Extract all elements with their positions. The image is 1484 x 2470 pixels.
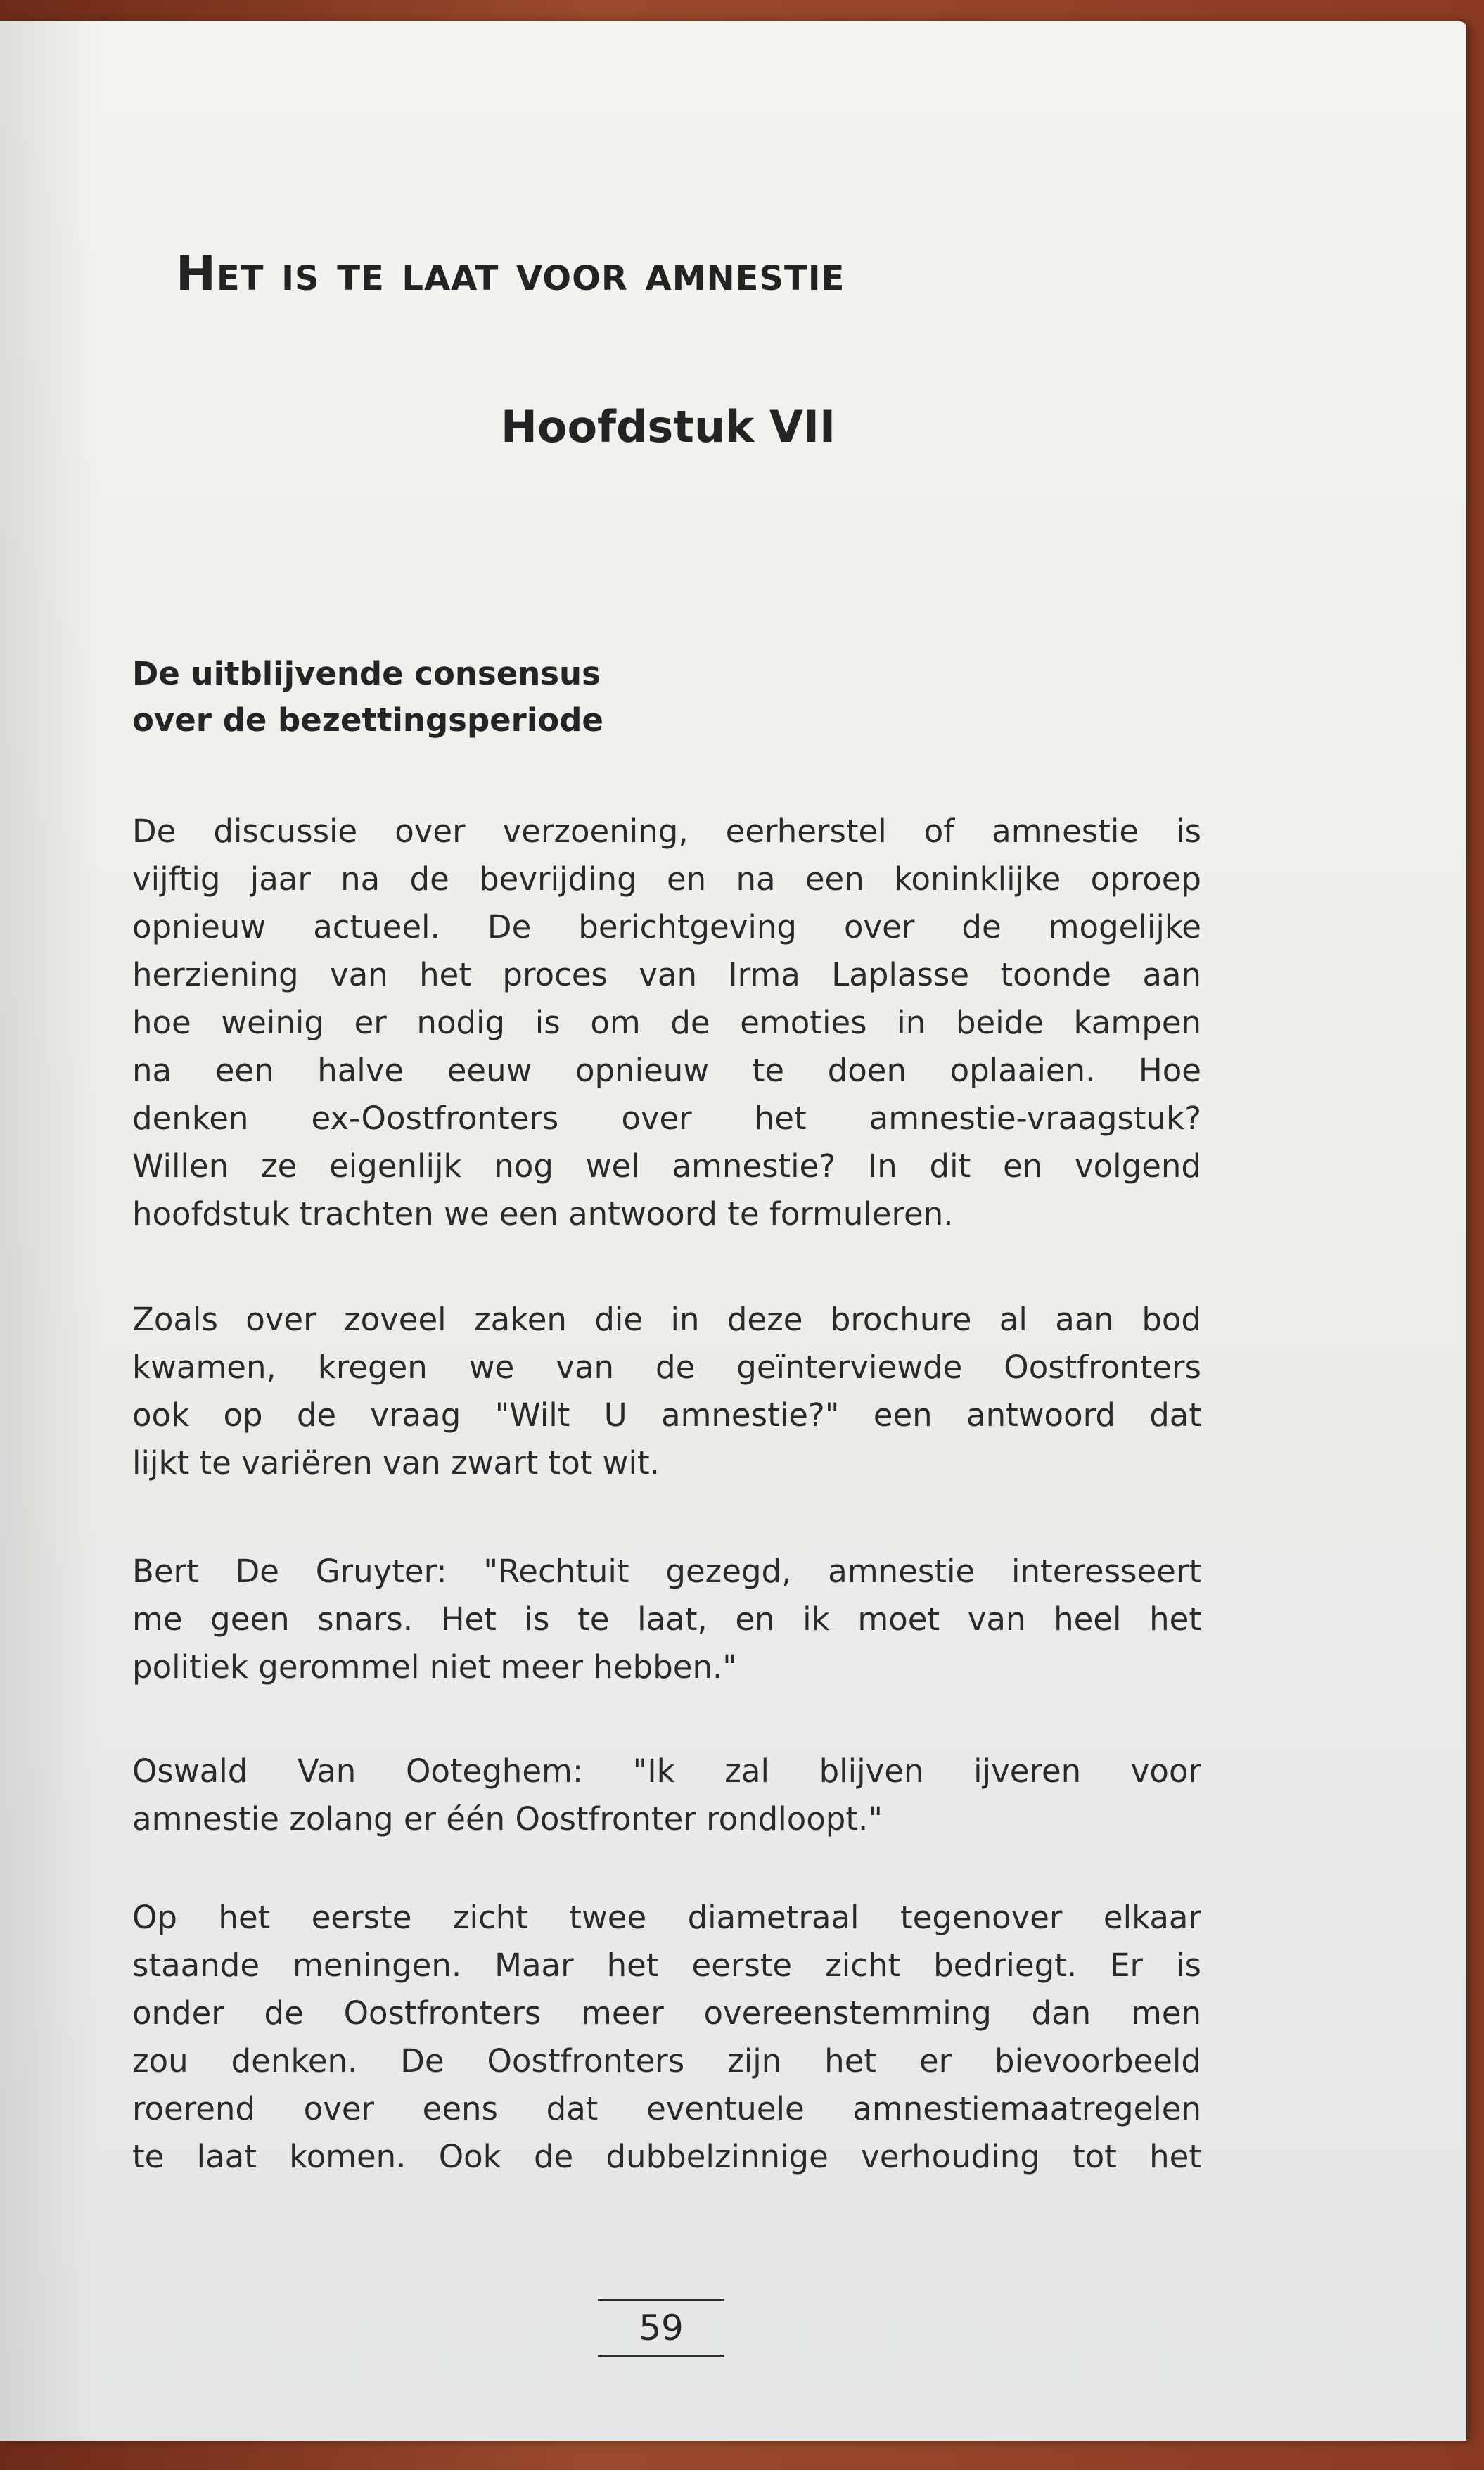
text-line: lijkt te variëren van zwart tot wit. — [132, 1444, 660, 1482]
text-line: na een halve eeuw opnieuw te doen oplaaien. Hoe — [132, 1052, 1201, 1089]
page-binding-shadow — [0, 21, 98, 2441]
text-line: me geen snars. Het is te laat, en ik moet van heel het — [132, 1600, 1201, 1638]
page-title: Het is te laat voor amnestie — [176, 246, 845, 302]
text-line: te laat komen. Ook de dubbelzinnige verhouding tot het — [132, 2138, 1201, 2175]
text-line: staande meningen. Maar het eerste zicht bedriegt. Er is — [132, 1947, 1201, 1984]
text-line: Op het eerste zicht twee diametraal tegenover elkaar — [132, 1899, 1201, 1936]
text-line: opnieuw actueel. De berichtgeving over de mogelijke — [132, 908, 1201, 946]
section-heading-line: De uitblijvende consensus — [132, 655, 601, 692]
text-line: onder de Oostfronters meer overeenstemming dan men — [132, 1994, 1201, 2032]
text-line: De discussie over verzoening, eerherstel of amnestie is — [132, 813, 1201, 850]
text-line: denken ex-Oostfronters over het amnestie-vraagstuk? — [132, 1100, 1201, 1137]
book-page — [0, 21, 1466, 2441]
chapter-heading: Hoofdstuk VII — [500, 401, 836, 452]
text-line: politiek gerommel niet meer hebben." — [132, 1648, 737, 1686]
paragraph-quote-de-gruyter — [132, 1548, 1201, 1691]
text-line: ook op de vraag "Wilt U amnestie?" een antwoord dat — [132, 1396, 1201, 1434]
page-number: 59 — [639, 2307, 684, 2348]
text-line: kwamen, kregen we van de geïnterviewde Oostfronters — [132, 1349, 1201, 1386]
page-number-rule-bottom — [598, 2355, 724, 2357]
text-line: Oswald Van Ooteghem: "Ik zal blijven ijveren voor — [132, 1752, 1201, 1790]
page-number-rule-top — [598, 2299, 724, 2301]
text-line: Zoals over zoveel zaken die in deze brochure al aan bod — [132, 1301, 1201, 1338]
paragraph-intro — [132, 808, 1201, 1238]
section-heading-line: over de bezettingsperiode — [132, 701, 603, 739]
text-line: roerend over eens dat eventuele amnestiemaatregelen — [132, 2090, 1201, 2127]
paragraph-question — [132, 1296, 1201, 1487]
text-line: amnestie zolang er één Oostfronter rondloopt." — [132, 1800, 883, 1838]
text-line: hoe weinig er nodig is om de emoties in beide kampen — [132, 1004, 1201, 1041]
text-line: herziening van het proces van Irma Laplasse toonde aan — [132, 956, 1201, 993]
paragraph-quote-van-ooteghem — [132, 1748, 1201, 1843]
text-line: zou denken. De Oostfronters zijn het er bievoorbeeld — [132, 2042, 1201, 2080]
text-line: Bert De Gruyter: "Rechtuit gezegd, amnestie interesseert — [132, 1553, 1201, 1590]
text-line: hoofdstuk trachten we een antwoord te formuleren. — [132, 1195, 954, 1233]
text-line: Willen ze eigenlijk nog wel amnestie? In dit en volgend — [132, 1147, 1201, 1185]
text-line: vijftig jaar na de bevrijding en na een koninklijke oproep — [132, 860, 1201, 898]
section-heading — [132, 651, 1117, 744]
paragraph-analysis — [132, 1894, 1201, 2181]
